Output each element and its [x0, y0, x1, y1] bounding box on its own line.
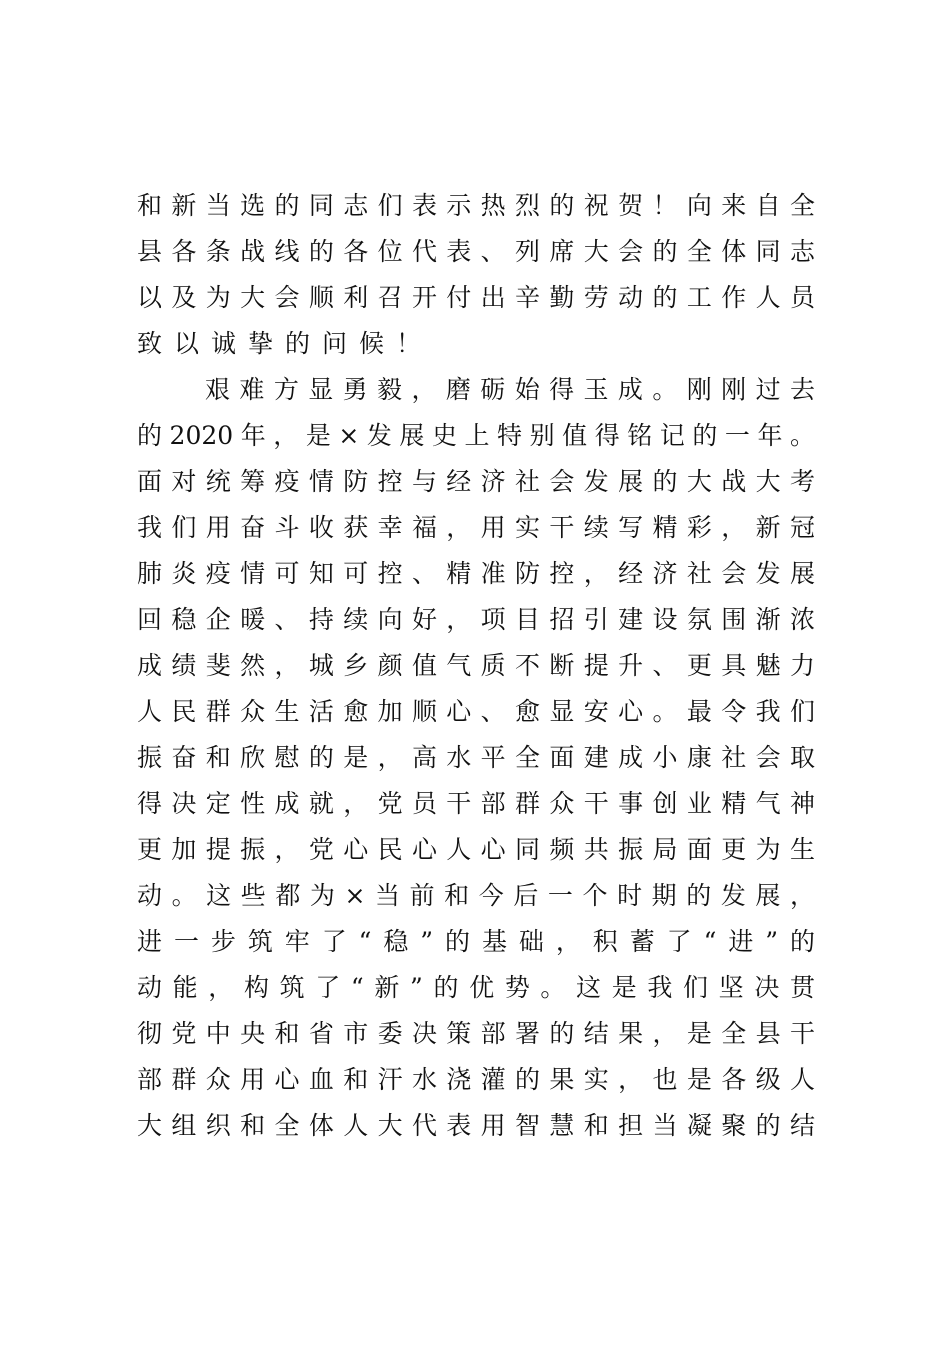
body-text — [137, 183, 815, 1149]
text-line: 彻党中央和省市委决策部署的结果，是全县干 — [137, 1019, 815, 1048]
paragraph-end-line: 致以诚挚的问候！ — [137, 329, 434, 358]
text-line: 振奋和欣慰的是，高水平全面建成小康社会取 — [137, 743, 815, 772]
text-line: 动。这些都为×当前和今后一个时期的发展， — [137, 881, 815, 910]
text-line: 得决定性成就，党员干部群众干事创业精气神 — [137, 789, 815, 818]
text-line: 我们用奋斗收获幸福，用实干续写精彩，新冠 — [137, 513, 815, 542]
text-line: 人民群众生活愈加顺心、愈显安心。最令我们 — [137, 697, 815, 726]
text-line: 以及为大会顺利召开付出辛勤劳动的工作人员 — [137, 283, 815, 312]
text-line: 成绩斐然，城乡颜值气质不断提升、更具魅力 — [137, 651, 815, 680]
text-line: 肺炎疫情可知可控、精准防控，经济社会发展 — [137, 559, 815, 588]
text-line: 回稳企暖、持续向好，项目招引建设氛围渐浓 — [137, 605, 815, 634]
text-line: 进一步筑牢了“稳”的基础，积蓄了“进”的 — [137, 927, 815, 956]
text-line: 大组织和全体人大代表用智慧和担当凝聚的结 — [137, 1111, 815, 1140]
text-line: 部群众用心血和汗水浇灌的果实，也是各级人 — [137, 1065, 815, 1094]
text-line: 面对统筹疫情防控与经济社会发展的大战大考 — [137, 467, 815, 496]
paragraph-start-line: 艰难方显勇毅，磨砺始得玉成。刚刚过去 — [205, 375, 815, 404]
text-line: 更加提振，党心民心人心同频共振局面更为生 — [137, 835, 815, 864]
text-line: 和新当选的同志们表示热烈的祝贺！向来自全 — [137, 191, 815, 220]
text-line: 的2020年，是×发展史上特别值得铭记的一年。 — [137, 421, 815, 450]
text-line: 动能，构筑了“新”的优势。这是我们坚决贯 — [137, 973, 815, 1002]
text-line: 县各条战线的各位代表、列席大会的全体同志 — [137, 237, 815, 266]
